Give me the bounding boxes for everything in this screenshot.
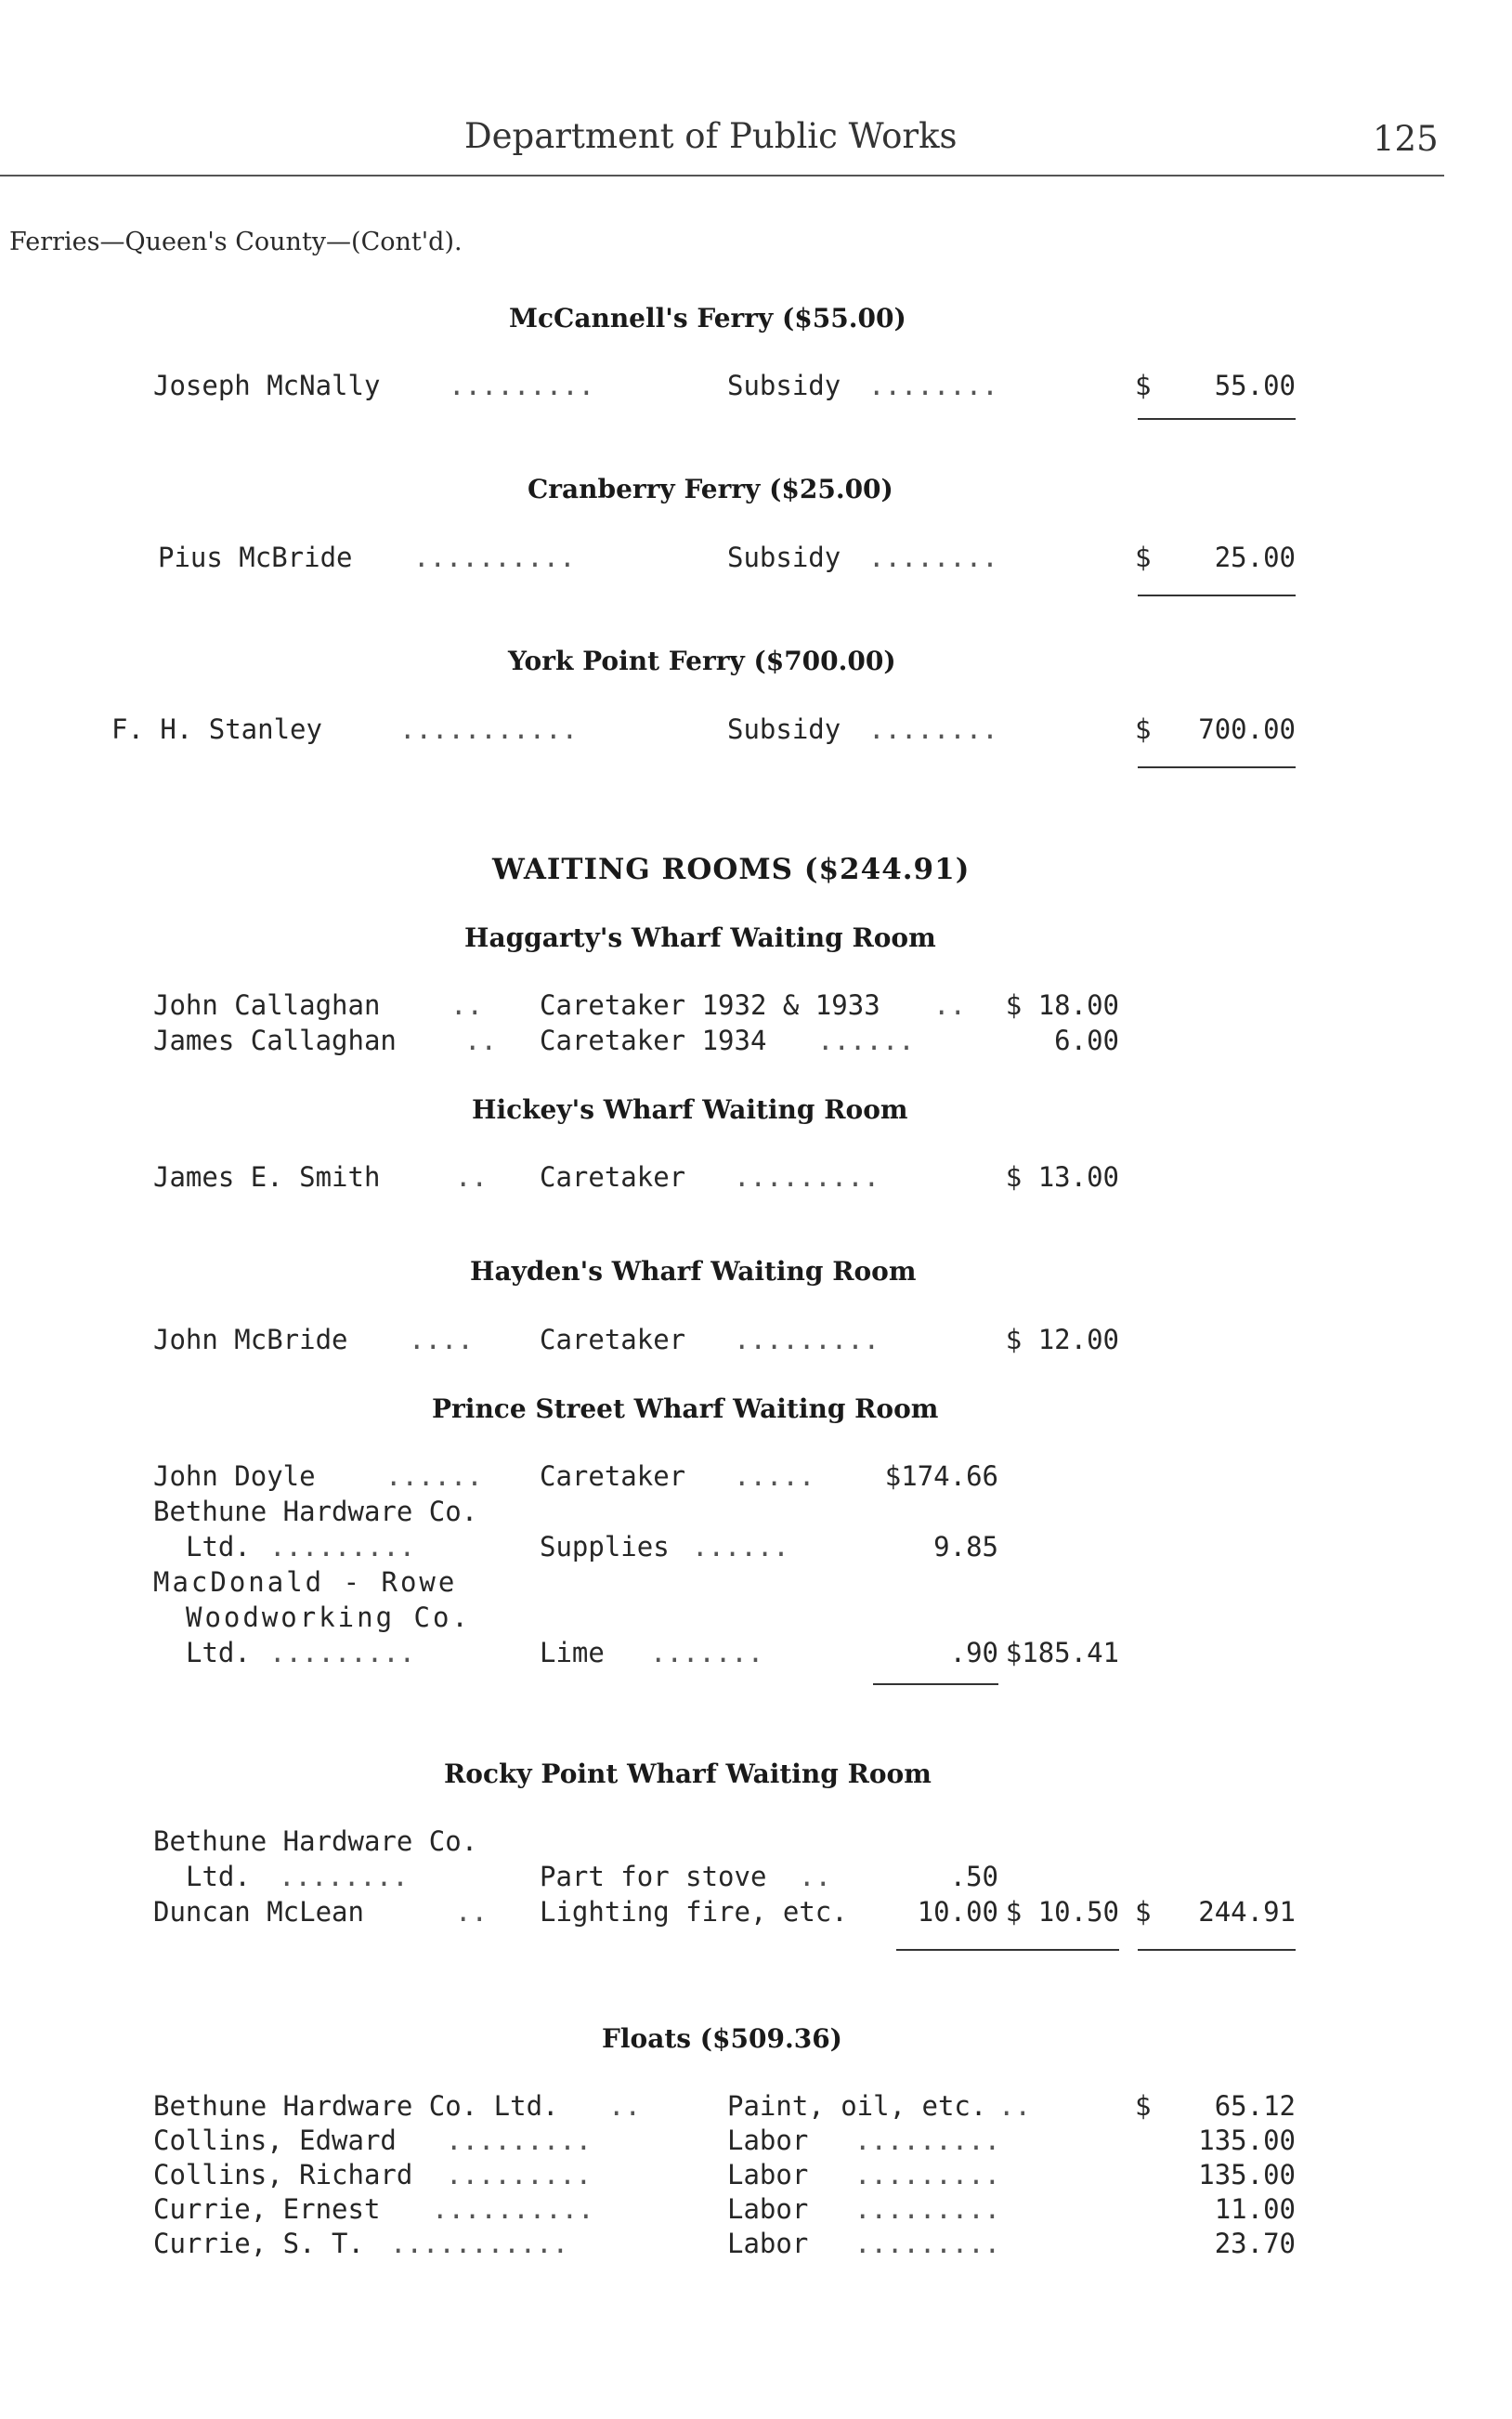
ferry-entry-amount: 55.00	[1214, 370, 1296, 401]
float-entry-desc: Labor	[727, 2193, 809, 2225]
entry-name: John Callaghan	[153, 989, 381, 1021]
leader-dots: .......	[650, 1637, 764, 1668]
entry-desc: Caretaker	[540, 1161, 686, 1193]
float-entry-amount: 135.00	[1198, 2159, 1296, 2190]
ferry-entry-name: F. H. Stanley	[111, 713, 322, 745]
entry-amount: $ 18.00	[1005, 989, 1119, 1021]
entry-name: Duncan McLean	[153, 1896, 364, 1928]
entry-name: Woodworking Co.	[186, 1602, 471, 1633]
section-continuation-heading: Ferries—Queen's County—(Cont'd).	[9, 228, 463, 256]
float-entry-name: Bethune Hardware Co. Ltd.	[153, 2090, 559, 2122]
entry-desc: Supplies	[540, 1531, 670, 1563]
section-title-floats: Floats ($509.36)	[602, 2023, 842, 2054]
ferry-entry-name: Joseph McNally	[153, 370, 381, 401]
subtotal-rule	[873, 1683, 998, 1685]
leader-dots: ...........	[390, 2228, 569, 2259]
subtotal-amount: $185.41	[1005, 1637, 1119, 1668]
total-rule	[1138, 766, 1296, 768]
leader-dots: ..	[464, 1025, 497, 1056]
entry-desc: Caretaker	[540, 1460, 686, 1492]
leader-dots: ..	[455, 1161, 488, 1193]
ferry-title-mccannell: McCannell's Ferry ($55.00)	[509, 303, 906, 333]
float-entry-dollar: $	[1135, 2090, 1152, 2122]
float-entry-name: Collins, Edward	[153, 2125, 397, 2156]
leader-dots: .........	[446, 2125, 593, 2156]
ferry-entry-dollar: $	[1135, 542, 1152, 573]
leader-dots: .....	[734, 1460, 815, 1492]
subtotal-rule	[896, 1949, 1119, 1951]
entry-desc: Caretaker	[540, 1324, 686, 1355]
float-entry-name: Currie, Ernest	[153, 2193, 381, 2225]
leader-dots: .........	[449, 370, 595, 401]
leader-dots: ......	[817, 1025, 915, 1056]
subsection-title-haggarty: Haggarty's Wharf Waiting Room	[464, 922, 936, 953]
entry-name: Bethune Hardware Co.	[153, 1496, 478, 1527]
entry-name: Ltd.	[186, 1637, 251, 1668]
leader-dots: ........	[868, 713, 998, 745]
float-entry-amount: 11.00	[1214, 2193, 1296, 2225]
ferry-entry-desc: Subsidy	[727, 713, 841, 745]
page-number: 125	[1373, 119, 1439, 159]
leader-dots: ..	[799, 1861, 831, 1892]
entry-desc: Caretaker 1932 & 1933	[540, 989, 880, 1021]
section-total-amount: 244.91	[1198, 1896, 1296, 1928]
ferry-entry-desc: Subsidy	[727, 542, 841, 573]
leader-dots: ..	[455, 1896, 488, 1928]
entry-desc: Lime	[540, 1637, 605, 1668]
total-rule	[1138, 1949, 1296, 1951]
leader-dots: .........	[854, 2125, 1001, 2156]
entry-desc: Part for stove	[540, 1861, 767, 1892]
leader-dots: ..	[998, 2090, 1031, 2122]
subsection-title-rocky-point: Rocky Point Wharf Waiting Room	[444, 1759, 932, 1789]
float-entry-name: Currie, S. T.	[153, 2228, 364, 2259]
leader-dots: ..	[608, 2090, 641, 2122]
leader-dots: ...........	[399, 713, 579, 745]
leader-dots: .........	[734, 1161, 880, 1193]
leader-dots: .........	[269, 1531, 416, 1563]
float-entry-amount: 135.00	[1198, 2125, 1296, 2156]
ferry-entry-name: Pius McBride	[158, 542, 353, 573]
leader-dots: .........	[269, 1637, 416, 1668]
subsection-title-hayden: Hayden's Wharf Waiting Room	[470, 1256, 917, 1287]
ferry-entry-amount: 700.00	[1198, 713, 1296, 745]
float-entry-amount: 23.70	[1214, 2228, 1296, 2259]
float-entry-desc: Paint, oil, etc.	[727, 2090, 987, 2122]
page-header-title: Department of Public Works	[464, 116, 958, 156]
entry-name: MacDonald - Rowe	[153, 1566, 458, 1598]
total-rule	[1138, 595, 1296, 596]
float-entry-name: Collins, Richard	[153, 2159, 413, 2190]
entry-name: James E. Smith	[153, 1161, 381, 1193]
leader-dots: .........	[854, 2228, 1001, 2259]
leader-dots: ........	[868, 542, 998, 573]
ferry-entry-dollar: $	[1135, 713, 1152, 745]
entry-amount: 10.00	[917, 1896, 998, 1928]
subsection-title-hickey: Hickey's Wharf Waiting Room	[472, 1094, 908, 1125]
float-entry-desc: Labor	[727, 2159, 809, 2190]
section-title-waiting-rooms: WAITING ROOMS ($244.91)	[492, 853, 971, 886]
float-entry-desc: Labor	[727, 2125, 809, 2156]
leader-dots: ........	[279, 1861, 409, 1892]
subsection-title-prince-street: Prince Street Wharf Waiting Room	[432, 1393, 939, 1424]
total-rule	[1138, 418, 1296, 420]
entry-amount: $ 12.00	[1005, 1324, 1119, 1355]
leader-dots: ..........	[413, 542, 576, 573]
leader-dots: ......	[692, 1531, 789, 1563]
leader-dots: .........	[734, 1324, 880, 1355]
float-entry-desc: Labor	[727, 2228, 809, 2259]
leader-dots: ..	[933, 989, 966, 1021]
subtotal-amount: $ 10.50	[1005, 1896, 1119, 1928]
leader-dots: ..........	[432, 2193, 594, 2225]
entry-name: John Doyle	[153, 1460, 316, 1492]
entry-amount: $ 13.00	[1005, 1161, 1119, 1193]
ferry-title-york-point: York Point Ferry ($700.00)	[508, 646, 896, 676]
ferry-entry-desc: Subsidy	[727, 370, 841, 401]
leader-dots: ......	[385, 1460, 483, 1492]
ferry-entry-dollar: $	[1135, 370, 1152, 401]
entry-desc: Lighting fire, etc.	[540, 1896, 848, 1928]
entry-amount: 6.00	[1054, 1025, 1119, 1056]
leader-dots: .........	[854, 2159, 1001, 2190]
header-rule	[0, 175, 1444, 177]
entry-amount: .90	[949, 1637, 998, 1668]
entry-amount: 9.85	[933, 1531, 998, 1563]
leader-dots: ........	[868, 370, 998, 401]
total-dollar: $	[1135, 1896, 1152, 1928]
entry-name: Ltd.	[186, 1861, 251, 1892]
ferry-title-cranberry: Cranberry Ferry ($25.00)	[528, 474, 893, 504]
leader-dots: .........	[854, 2193, 1001, 2225]
float-entry-amount: 65.12	[1214, 2090, 1296, 2122]
entry-name: Ltd.	[186, 1531, 251, 1563]
ferry-entry-amount: 25.00	[1214, 542, 1296, 573]
entry-name: Bethune Hardware Co.	[153, 1825, 478, 1857]
entry-name: James Callaghan	[153, 1025, 397, 1056]
leader-dots: ....	[409, 1324, 474, 1355]
entry-amount: .50	[949, 1861, 998, 1892]
leader-dots: .........	[446, 2159, 593, 2190]
entry-name: John McBride	[153, 1324, 348, 1355]
leader-dots: ..	[450, 989, 483, 1021]
entry-desc: Caretaker 1934	[540, 1025, 767, 1056]
entry-amount: $174.66	[884, 1460, 998, 1492]
